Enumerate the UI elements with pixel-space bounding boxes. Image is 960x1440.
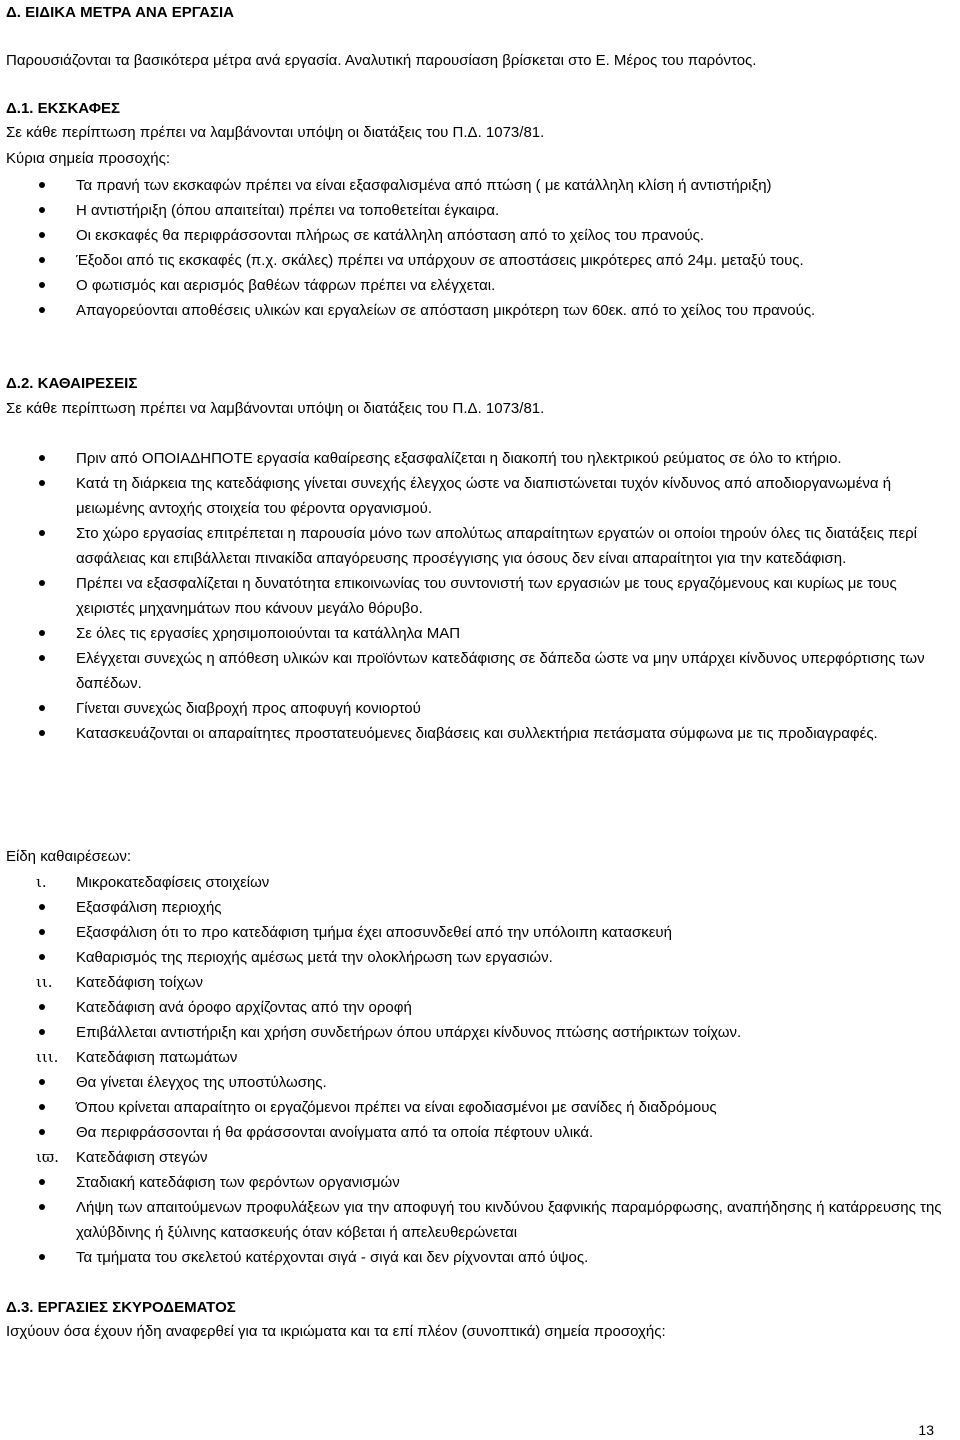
bullet-icon — [39, 1179, 45, 1185]
list-item: Πριν από ΟΠΟΙΑΔΗΠΟΤΕ εργασία καθαίρεσης εξασφαλίζεται η διακοπή του ηλεκτρικού ρεύματος σε όλο το κτήριο. — [0, 446, 946, 471]
bullet-icon — [39, 904, 45, 910]
bullet-icon — [39, 307, 45, 313]
bullet-icon — [39, 530, 45, 536]
list-item: Όπου κρίνεται απαραίτητο οι εργαζόμενοι πρέπει να είναι εφοδιασμένοι με σανίδες ή διαδρόμους — [0, 1095, 946, 1120]
list-item: Σε όλες τις εργασίες χρησιμοποιούνται τα κατάλληλα ΜΑΠ — [0, 621, 946, 646]
demolition-types-heading: Είδη καθαιρέσεων: — [6, 848, 132, 865]
bullet-icon — [39, 182, 45, 188]
bullet-icon — [39, 257, 45, 263]
section-d3-intro: Ισχύουν όσα έχουν ήδη αναφερθεί για τα ικριώματα και τα επί πλέον (συνοπτικά) σημεία προσοχής: — [6, 1323, 666, 1340]
list-item: Καθαρισμός της περιοχής αμέσως μετά την ολοκλήρωση των εργασιών. — [0, 945, 946, 970]
list-item: Λήψη των απαιτούμενων προφυλάξεων για την αποφυγή του κινδύνου ξαφνικής παραμόρφωσης, αναπήδησης ή κατάρρευσης της χαλύβδινης ή ξύλινης κατασκευής όταν κόβεται ή απελευθερώνεται — [0, 1195, 946, 1245]
bullet-icon — [39, 1079, 45, 1085]
list-item: Θα περιφράσσονται ή θα φράσσονται ανοίγματα από τα οποία πέφτουν υλικά. — [0, 1120, 946, 1145]
bullet-icon — [39, 1104, 45, 1110]
bullet-icon — [39, 580, 45, 586]
list-item: Ελέγχεται συνεχώς η απόθεση υλικών και προϊόντων κατεδάφισης σε δάπεδα ώστε να μην υπάρχει κίνδυνος υπερφόρτισης των δαπέδων. — [0, 646, 946, 696]
section-d2-intro: Σε κάθε περίπτωση πρέπει να λαμβάνονται υπόψη οι διατάξεις του Π.Δ. 1073/81. — [6, 400, 545, 417]
roman-numeral: ιιι. — [36, 1048, 59, 1066]
section-d2-title: Δ.2. ΚΑΘΑΙΡΕΣΕΙΣ — [6, 375, 138, 392]
list-item: Κατεδάφιση ανά όροφο αρχίζοντας από την οροφή — [0, 995, 946, 1020]
type-heading: ι. Μικροκατεδαφίσεις στοιχείων — [0, 870, 946, 895]
roman-numeral: ιι. — [36, 973, 53, 991]
bullet-icon — [39, 954, 45, 960]
list-item: Κατά τη διάρκεια της κατεδάφισης γίνεται συνεχής έλεγχος ώστε να διαπιστώνεται τυχόν κίνδυνος από αποδιοργανωμένα ή μειωμένης αντοχής στοιχεία του φέροντα οργανισμού. — [0, 471, 946, 521]
list-item: Κατασκευάζονται οι απαραίτητες προστατευόμενες διαβάσεις και συλλεκτήρια πετάσματα σύμφωνα με τις προδιαγραφές. — [0, 721, 946, 746]
roman-numeral: ι. — [36, 873, 47, 891]
d2-bullet-list — [0, 446, 960, 746]
bullet-icon — [39, 232, 45, 238]
bullet-icon — [39, 730, 45, 736]
type-heading: ιϖ. Κατεδάφιση στεγών — [0, 1145, 946, 1170]
bullet-icon — [39, 1204, 45, 1210]
roman-numeral: ιϖ. — [36, 1148, 59, 1166]
bullet-icon — [39, 1004, 45, 1010]
list-item: Επιβάλλεται αντιστήριξη και χρήση συνδετήρων όπου υπάρχει κίνδυνος πτώσης αστήρικτων τοίχων. — [0, 1020, 946, 1045]
list-item: Πρέπει να εξασφαλίζεται η δυνατότητα επικοινωνίας του συντονιστή των εργασιών με τους εργαζόμενους και κυρίως με τους χειριστές μηχανημάτων που κάνουν μεγάλο θόρυβο. — [0, 571, 946, 621]
section-d3-title: Δ.3. ΕΡΓΑΣΙΕΣ ΣΚΥΡΟΔΕΜΑΤΟΣ — [6, 1299, 236, 1316]
section-d1-subheading: Κύρια σημεία προσοχής: — [6, 150, 171, 167]
section-d1-title: Δ.1. ΕΚΣΚΑΦΕΣ — [6, 100, 121, 117]
list-item: Απαγορεύονται αποθέσεις υλικών και εργαλείων σε απόσταση μικρότερη των 60εκ. από το χείλος του πρανούς. — [0, 298, 946, 323]
bullet-icon — [39, 630, 45, 636]
bullet-icon — [39, 207, 45, 213]
list-item: Τα τμήματα του σκελετού κατέρχονται σιγά - σιγά και δεν ρίχνονται από ύψος. — [0, 1245, 946, 1270]
list-item: Σταδιακή κατεδάφιση των φερόντων οργανισμών — [0, 1170, 946, 1195]
list-item: Τα πρανή των εκσκαφών πρέπει να είναι εξασφαλισμένα από πτώση ( με κατάλληλη κλίση ή αντιστήριξη) — [0, 173, 946, 198]
bullet-icon — [39, 705, 45, 711]
section-d-title: Δ. ΕΙΔΙΚΑ ΜΕΤΡΑ ΑΝΑ ΕΡΓΑΣΙΑ — [6, 4, 234, 21]
bullet-icon — [39, 1029, 45, 1035]
page-number: 13 — [918, 1422, 934, 1438]
list-item: Εξασφάλιση περιοχής — [0, 895, 946, 920]
demolition-types-list — [0, 870, 960, 1270]
list-item: Οι εκσκαφές θα περιφράσσονται πλήρως σε κατάλληλη απόσταση από το χείλος του πρανούς. — [0, 223, 946, 248]
type-heading: ιιι. Κατεδάφιση πατωμάτων — [0, 1045, 946, 1070]
list-item: Έξοδοι από τις εκσκαφές (π.χ. σκάλες) πρέπει να υπάρχουν σε αποστάσεις μικρότερες από 24μ. μεταξύ τους. — [0, 248, 946, 273]
type-heading: ιι. Κατεδάφιση τοίχων — [0, 970, 946, 995]
list-item: Η αντιστήριξη (όπου απαιτείται) πρέπει να τοποθετείται έγκαιρα. — [0, 198, 946, 223]
d1-bullet-list — [0, 173, 960, 323]
bullet-icon — [39, 929, 45, 935]
bullet-icon — [39, 1254, 45, 1260]
section-d-intro: Παρουσιάζονται τα βασικότερα μέτρα ανά εργασία. Αναλυτική παρουσίαση βρίσκεται στο Ε. Μέρος του παρόντος. — [6, 52, 757, 69]
list-item: Γίνεται συνεχώς διαβροχή προς αποφυγή κονιορτού — [0, 696, 946, 721]
section-d1-intro: Σε κάθε περίπτωση πρέπει να λαμβάνονται υπόψη οι διατάξεις του Π.Δ. 1073/81. — [6, 124, 545, 141]
list-item: Ο φωτισμός και αερισμός βαθέων τάφρων πρέπει να ελέγχεται. — [0, 273, 946, 298]
bullet-icon — [39, 1129, 45, 1135]
bullet-icon — [39, 282, 45, 288]
bullet-icon — [39, 455, 45, 461]
bullet-icon — [39, 655, 45, 661]
list-item: Εξασφάλιση ότι το προ κατεδάφιση τμήμα έχει αποσυνδεθεί από την υπόλοιπη κατασκευή — [0, 920, 946, 945]
list-item: Θα γίνεται έλεγχος της υποστύλωσης. — [0, 1070, 946, 1095]
bullet-icon — [39, 480, 45, 486]
list-item: Στο χώρο εργασίας επιτρέπεται η παρουσία μόνο των απολύτως απαραίτητων εργατών οι οποίοι τηρούν όλες τις διατάξεις περί ασφάλειας και επιβάλλεται πινακίδα απαγόρευσης προσέγγισης για όσους δεν είναι απαραίτητοι για την κατεδάφιση. — [0, 521, 946, 571]
